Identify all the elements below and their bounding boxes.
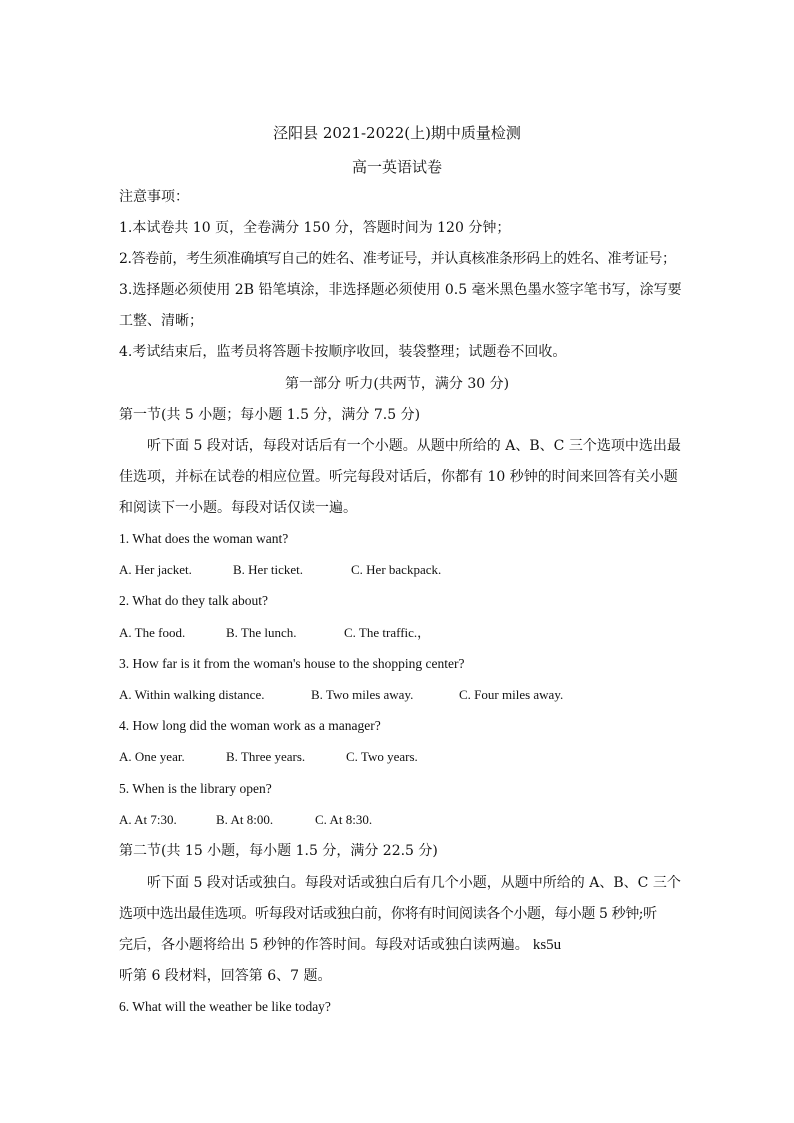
exam-subtitle: 高一英语试卷 <box>351 158 442 176</box>
q2-option-b: B. The lunch. <box>226 625 297 640</box>
q3-option-a: A. Within walking distance. <box>119 687 265 702</box>
exam-title: 泾阳县 2021-2022(上)期中质量检测 <box>273 124 521 142</box>
notice-item: 1.本试卷共 10 页，全卷满分 150 分，答题时间为 120 分钟； <box>119 220 511 236</box>
q2-option-c: C. The traffic.， <box>344 625 431 640</box>
q4-option-a: A. One year. <box>119 749 185 764</box>
ks5u-watermark: ks5u <box>532 937 562 953</box>
notice-item: 工整、清晰； <box>119 313 203 329</box>
q1-option-b: B. Her ticket. <box>233 562 304 577</box>
notice-item: 4.考试结束后，监考员将答题卡按顺序收回，装袋整理；试题卷不回收。 <box>119 344 567 360</box>
q4-option-c: C. Two years. <box>346 749 418 764</box>
q3-option-b: B. Two miles away. <box>311 687 414 702</box>
notice-heading: 注意事项： <box>119 189 189 205</box>
section2-heading: 第二节(共 15 小题，每小题 1.5 分，满分 22.5 分) <box>119 843 438 859</box>
section2-instruction: 完后，各小题将给出 5 秒钟的作答时间。每段对话或独白读两遍。 <box>119 937 529 953</box>
q5-option-c: C. At 8:30. <box>315 812 373 827</box>
section2-instruction: 选项中选出最佳选项。听每段对话或独白前，你将有时间阅读各个小题，每小题 5 秒钟;听 <box>119 906 657 922</box>
q2-option-a: A. The food. <box>119 625 186 640</box>
question-1: 1. What does the woman want? <box>119 531 289 546</box>
question-5: 5. When is the library open? <box>119 781 272 796</box>
section2-instruction: 听下面 5 段对话或独白。每段对话或独白后有几个小题，从题中所给的 A、B、C 三个 <box>147 875 681 891</box>
q1-option-c: C. Her backpack. <box>351 562 442 577</box>
section1-instruction: 佳选项，并标在试卷的相应位置。听完每段对话后，你都有 10 秒钟的时间来回答有关小题 <box>119 469 678 485</box>
notice-item: 2.答卷前，考生须准确填写自己的姓名、准考证号，并认真核准条形码上的姓名、准考证号； <box>119 251 676 267</box>
part1-heading: 第一部分 听力(共两节，满分 30 分) <box>284 376 510 392</box>
q3-option-c: C. Four miles away. <box>459 687 564 702</box>
question-3: 3. How far is it from the woman's house to the shopping center? <box>119 656 465 671</box>
question-6: 6. What will the weather be like today? <box>119 999 331 1014</box>
q4-option-b: B. Three years. <box>226 749 306 764</box>
section1-instruction: 听下面 5 段对话，每段对话后有一个小题。从题中所给的 A、B、C 三个选项中选出最 <box>147 438 681 454</box>
notice-item: 3.选择题必须使用 2B 铅笔填涂，非选择题必须使用 0.5 毫米黑色墨水签字笔书写，涂写要 <box>119 282 682 298</box>
q5-option-a: A. At 7:30. <box>119 812 177 827</box>
section1-instruction: 和阅读下一小题。每段对话仅读一遍。 <box>119 500 357 516</box>
section2-instruction-last <box>119 936 561 954</box>
question-4: 4. How long did the woman work as a manager? <box>119 718 381 733</box>
question-2: 2. What do they talk about? <box>119 593 268 608</box>
q1-option-a: A. Her jacket. <box>119 562 192 577</box>
material-note: 听第 6 段材料，回答第 6、7 题。 <box>119 968 332 984</box>
q5-option-b: B. At 8:00. <box>216 812 274 827</box>
section1-heading: 第一节(共 5 小题；每小题 1.5 分，满分 7.5 分) <box>119 407 421 423</box>
